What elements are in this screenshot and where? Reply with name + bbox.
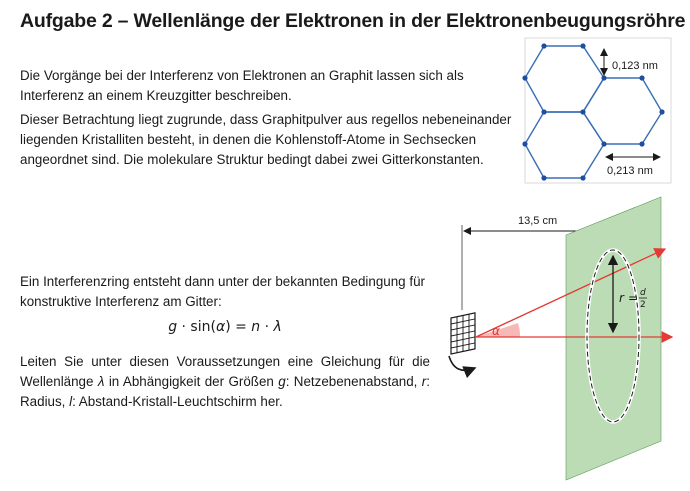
lattice-constant-2-label: 0,213 nm [607,165,653,177]
formula-part-1: · sin( [177,319,216,335]
task-text-4: : Radius, [20,374,430,409]
formula-n: n [251,319,261,335]
formula-part-3: · [260,319,274,335]
formula-alpha: α [215,319,226,335]
formula-part-2: ) = [225,319,252,335]
task-title: Aufgabe 2 – Wellenlänge der Elektronen in der Elektronenbeugungsröhre [20,10,686,32]
radius-r-label: r [619,291,624,305]
task-l: l [69,394,73,409]
rotation-arrow-icon [449,356,475,370]
task-lambda: λ [97,374,105,389]
task-text-1: Leiten Sie unter diesen Voraussetzungen eine Gleichung für die Wellenlänge [20,354,430,389]
intro-paragraph-2: Dieser Betrachtung liegt zugrunde, dass Graphitpulver aus regellos nebeneinander liegenden Kristalliten besteht, in denen die Kohlenstoff-Atome in Sechsecken angeordnet sind. Die molekulare Struktur bedingt dabei zwei Gitterkonstanten. [20,112,512,167]
lattice-constant-1-label: 0,123 nm [612,60,658,72]
angle-alpha-label: α [492,324,500,338]
fluorescent-screen [566,197,661,480]
task-text-2: in Abhängigkeit der Größen [104,374,279,389]
task-text-3: : Netzebenenabstand, [285,374,422,389]
task-text-5: : Abstand-Kristall-Leuchtschirm her. [72,394,283,409]
condition-paragraph: Ein Interferenzring entsteht dann unter der bekannten Bedingung für konstruktive Interferenz am Gitter: [20,274,425,309]
formula-g: g [168,319,178,335]
diffraction-setup [449,197,672,480]
formula-lambda: λ [273,319,282,335]
intro-paragraph-1: Die Vorgänge bei der Interferenz von Elektronen an Graphit lassen sich als Interferenz an einem Kreuzgitter beschreiben. [20,68,464,103]
graphite-lattice [522,38,671,183]
radius-equals-label: = [628,291,639,305]
crystal-grating-icon [451,313,475,354]
task-g: g [278,374,286,389]
task-r: r [421,374,427,389]
radius-fraction-denominator: 2 [640,300,646,310]
distance-label: 13,5 cm [518,215,558,227]
radius-fraction-numerator: d [640,288,646,298]
